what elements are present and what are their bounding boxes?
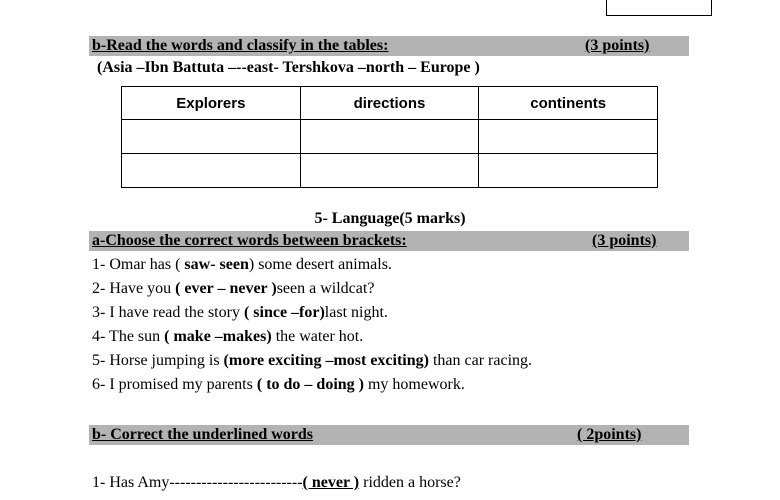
section-header-read-classify xyxy=(89,36,689,56)
section-header-correct xyxy=(89,425,689,445)
table-cell[interactable] xyxy=(300,154,479,188)
question-text: ridden a horse? xyxy=(359,474,461,491)
table-cell[interactable] xyxy=(300,120,479,154)
question-text: last night. xyxy=(324,304,388,321)
question-item-6 xyxy=(92,375,465,395)
section-title: b- Correct the underlined words xyxy=(92,426,314,443)
question-item-4 xyxy=(92,327,363,347)
table-cell[interactable] xyxy=(122,154,301,188)
question-text: 6- I promised my parents xyxy=(92,376,257,393)
table-cell[interactable] xyxy=(122,120,301,154)
choice-options: ( to do – doing ) xyxy=(256,376,364,393)
choice-options: (more exciting –most exciting) xyxy=(223,352,429,369)
score-box xyxy=(606,0,712,16)
choice-options: ( make –makes) xyxy=(164,328,272,345)
section-title: a-Choose the correct words between brackets: xyxy=(92,232,407,249)
column-header-continents: continents xyxy=(479,87,658,120)
underlined-word: ( never ) xyxy=(302,474,360,491)
question-text: seen a wildcat? xyxy=(276,280,375,297)
correction-item-1 xyxy=(92,473,461,493)
table-cell[interactable] xyxy=(479,154,658,188)
question-item-1 xyxy=(92,255,392,275)
word-list: (Asia –Ibn Battuta –--east- Tershkova –north – Europe ) xyxy=(97,59,480,76)
question-item-5 xyxy=(92,351,532,371)
section-points: (3 points) xyxy=(585,37,650,54)
question-text: 2- Have you xyxy=(92,280,176,297)
question-item-2 xyxy=(92,279,374,299)
section-header-choose xyxy=(89,231,689,251)
question-text: ) some desert animals. xyxy=(248,256,392,273)
choice-options: ( ever – never ) xyxy=(175,280,277,297)
section-points: (3 points) xyxy=(592,232,657,249)
question-text: 5- Horse jumping is xyxy=(92,352,224,369)
section-points: ( 2points) xyxy=(577,426,642,443)
language-heading: 5- Language(5 marks) xyxy=(314,210,466,227)
question-item-3 xyxy=(92,303,388,323)
choice-options: saw- seen xyxy=(184,256,249,273)
question-text: 1- Has Amy------------------------- xyxy=(92,474,303,491)
question-text: 3- I have read the story xyxy=(92,304,244,321)
question-text: 4- The sun xyxy=(92,328,165,345)
column-header-directions: directions xyxy=(300,87,479,120)
section-title: b-Read the words and classify in the tables: xyxy=(92,37,389,54)
choice-options: ( since –for) xyxy=(243,304,325,321)
question-text: my homework. xyxy=(363,376,465,393)
question-text: than car racing. xyxy=(428,352,533,369)
table-row xyxy=(122,120,658,154)
question-text: the water hot. xyxy=(271,328,364,345)
question-text: 1- Omar has ( xyxy=(92,256,185,273)
table-cell[interactable] xyxy=(479,120,658,154)
column-header-explorers: Explorers xyxy=(122,87,301,120)
classification-table xyxy=(121,86,658,188)
table-row xyxy=(122,154,658,188)
